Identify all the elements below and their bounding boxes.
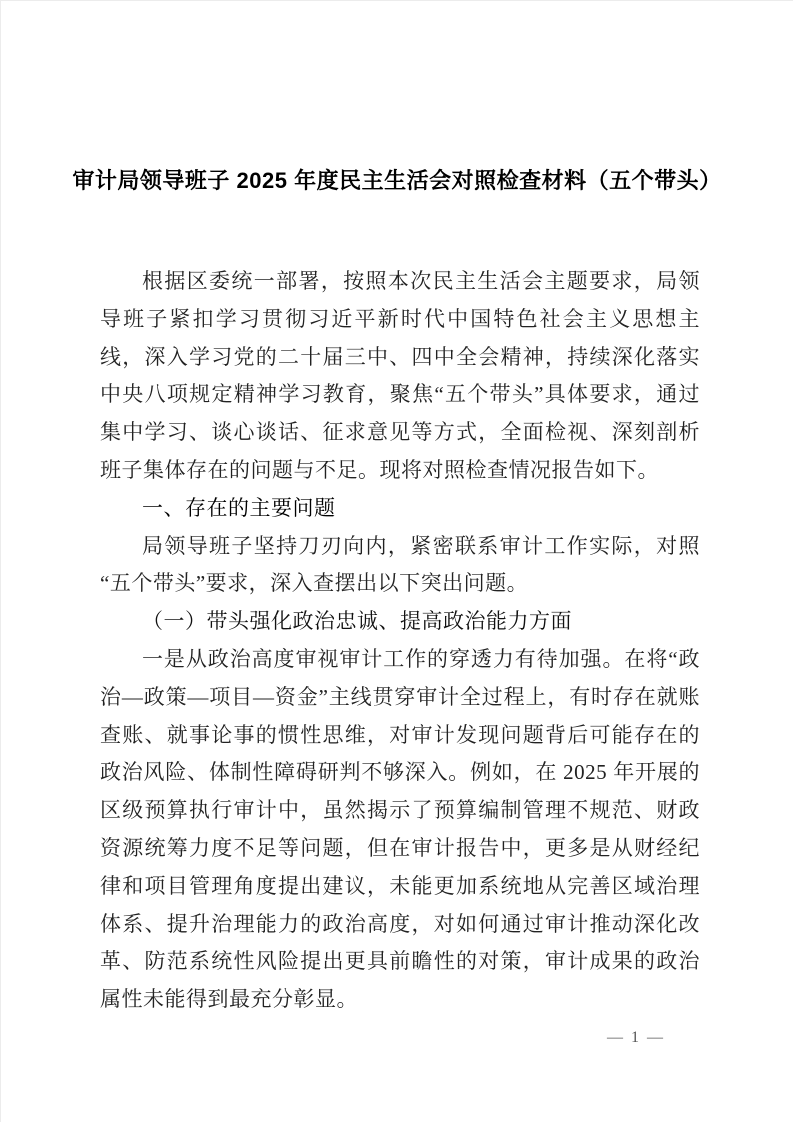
paragraph-intro: 根据区委统一部署，按照本次民主生活会主题要求，局领导班子紧扣学习贯彻习近平新时代中国特色社会主义思想主线，深入学习党的二十届三中、四中全会精神，持续深化落实中央八项规定精神学习教育，聚焦“五个带头”具体要求，通过集中学习、谈心谈话、征求意见等方式，全面检视、深刻剖析班子集体存在的问题与不足。现将对照检查情况报告如下。 — [100, 269, 700, 482]
paragraph-issue-detail: 一是从政治高度审视审计工作的穿透力有待加强。在将“政治—政策—项目—资金”主线贯穿审计全过程上，有时存在就账查账、就事论事的惯性思维，对审计发现问题背后可能存在的政治风险、体制性障碍研判不够深入。例如，在 2025 年开展的区级预算执行审计中，虽然揭示了预算编制管理不规范、财政资源统筹力度不足等问题，但在审计报告中，更多是从财经纪律和项目管理角度提出建议，未能更加系统地从完善区域治理体系、提升治理能力的政治高度，对如何通过审计推动深化改革、防范系统性风险提出更具前瞻性的对策，审计成果的政治属性未能得到最充分彰显。 — [100, 646, 700, 1012]
document-title: 审计局领导班子 2025 年度民主生活会对照检查材料（五个带头） — [72, 168, 722, 193]
page-number: — 1 — — [607, 1029, 665, 1046]
paragraph-overview: 局领导班子坚持刀刃向内，紧密联系审计工作实际，对照“五个带头”要求，深入查摆出以下突出问题。 — [100, 533, 700, 596]
subsection-heading-political-loyalty: （一）带头强化政治忠诚、提高政治能力方面 — [142, 609, 572, 634]
section-heading-main-problems: 一、存在的主要问题 — [142, 496, 336, 520]
document-body — [100, 263, 700, 1019]
